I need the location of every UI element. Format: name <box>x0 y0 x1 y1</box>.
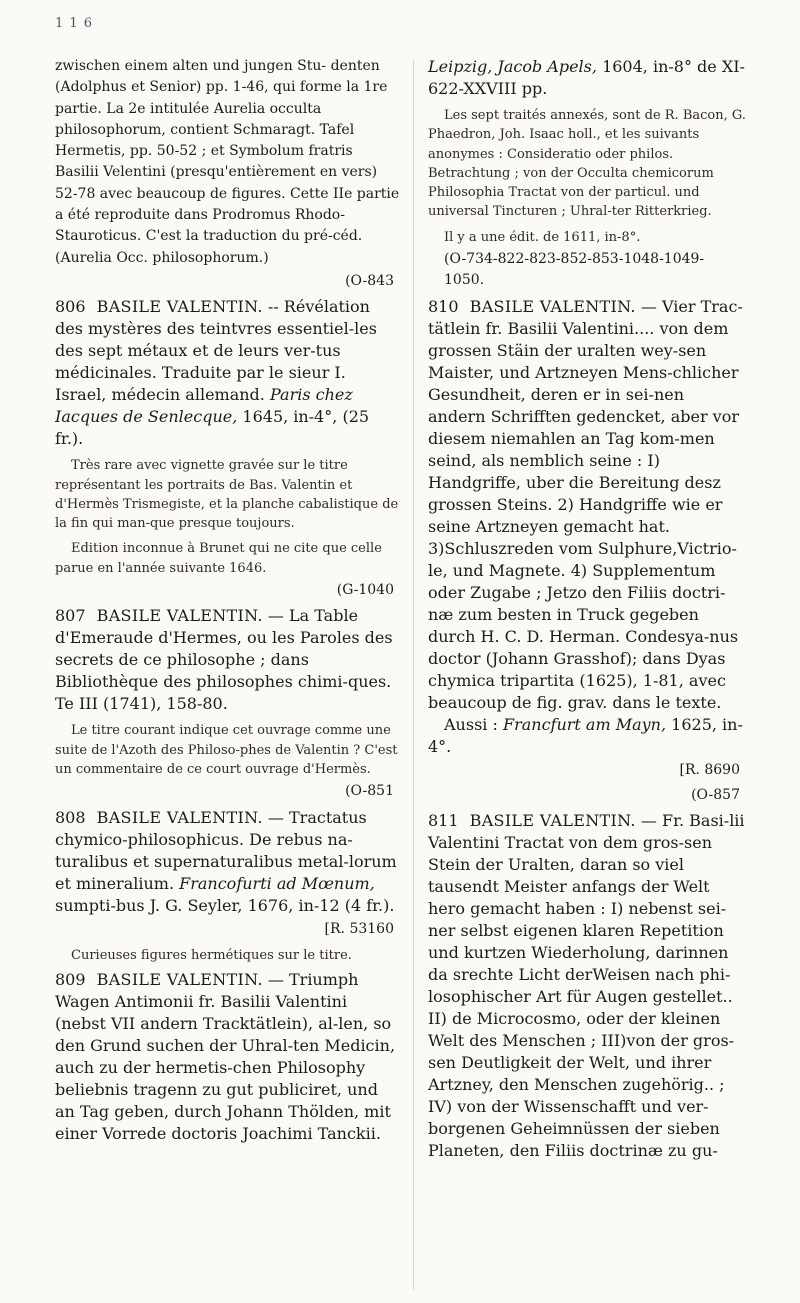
entry-code-2: (O-857 <box>691 786 740 803</box>
entry-title: -- Révélation des mystères des teintvres essentiel-les des sept métaux et de leurs ver-tus médicinales. Traduite par le sieur I. Israel, médecin allemand. <box>55 297 377 405</box>
page-number: 1 1 6 <box>55 16 94 31</box>
continuation-text: zwischen einem alten und jungen Stu- denten (Adolphus et Senior) pp. 1-46, qui forme la 1re partie. La 2e intitulée Aurelia occulta philosophorum, contient Schmaragt. Tafel Hermetis, pp. 50-52 ; et Symbolum fratris Basilii Velentini (presqu'entièrement en vers) 52-78 avec beaucoup de figures. Cette IIe partie a été reproduite dans Prodromus Rhodo-Stauroticus. C'est la traduction du pré-céd. (Aurelia Occ. philosophorum.) <box>55 58 400 266</box>
entry-heading <box>55 807 400 917</box>
entry-imprint: Paris chez Iacques de Senlecque, <box>55 385 353 427</box>
column-divider <box>413 60 414 1290</box>
entry-author: BASILE VALENTIN. <box>469 296 636 316</box>
entry-author: BASILE VALENTIN. <box>96 297 263 317</box>
entry-details: 1645, in-4°, (25 fr.). <box>55 407 370 449</box>
left-column <box>55 56 400 1149</box>
entry-heading <box>55 969 400 1145</box>
entry-heading <box>428 296 746 714</box>
entry-details: 1604, in-8° de XI-622-XXVIII pp. <box>428 57 745 98</box>
continuation-heading <box>428 56 746 100</box>
entry-811 <box>428 810 746 1162</box>
entry-806 <box>55 296 400 601</box>
entry-number: 808 <box>55 807 86 827</box>
entry-808 <box>55 807 400 966</box>
entry-code: [R. 53160 <box>324 920 394 937</box>
entry-code: (O-734-822-823-852-853-1048-1049-1050. <box>444 251 705 289</box>
entry-imprint: Francofurti ad Mœnum, <box>179 873 375 893</box>
entry-heading <box>55 296 400 450</box>
entry-number: 807 <box>55 606 86 626</box>
entry-number: 806 <box>55 297 86 317</box>
entry-807 <box>55 605 400 802</box>
entry-note: Le titre courant indique cet ouvrage comme une suite de l'Azoth des Philoso-phes de Valentin ? C'est un commentaire de ce court ouvrage d'Hermès. <box>55 723 398 777</box>
entry-heading <box>428 810 746 1162</box>
entry-also <box>428 714 746 758</box>
entry-title: — Vier Trac-tätlein fr. Basilii Valentini.... von dem grossen Stäin der uralten wey-sen Maister, und Artzneyen Mens-chlicher Gesundheit, deren er in sei-nen andern Schrifften gedencket, aber vor diesem niemahlen an Tag kom-men seind, als nemblich seine : I) Handgriffe, uber die Bereitung desz grossen Steins. 2) Handgriffe wie er seine Artzneyen gemacht hat. 3)Schluszreden vom Sulphure,Victrio-le, und Magnete. 4) Supplementum oder Zugabe ; Jetzo den Filiis doctri-næ zum besten in Truck gegeben durch H. C. D. Herman. Condesya-nus doctor (Johann Grasshof); dans Dyas chymica tripartita (1625), 1-81, avec beaucoup de fig. grav. dans le texte. <box>428 296 743 712</box>
entry-note-2: Il y a une édit. de 1611, in-8°. <box>444 229 641 245</box>
entry-author: BASILE VALENTIN. <box>96 606 263 626</box>
entry-details: 1625, in-4°. <box>428 714 743 756</box>
entry-title: — La Table d'Emeraude d'Hermes, ou les Paroles des secrets de ce philosophe ; dans Bibliothèque des philosophes chimi-ques. Te III (1741), 158-80. <box>55 606 393 714</box>
entry-title: — Triumph Wagen Antimonii fr. Basilii Valentini (nebst VII andern Tracktätlein), al-len, so den Grund suchen der Uhral-ten Medicin, auch zu der hermetis-chen Philosophy beliebnis tragenn zu gut publiciret, und an Tag geben, durch Johann Thölden, mit einer Vorrede doctoris Joachimi Tanckii. <box>55 970 396 1144</box>
entry-number: 809 <box>55 970 86 990</box>
entry-note-prefix: Aussi : <box>444 714 498 734</box>
entry-code: (G-1040 <box>336 582 394 599</box>
entry-imprint: Leipzig, Jacob Apels, <box>428 57 597 76</box>
entry-imprint: Francfurt am Mayn, <box>502 714 667 734</box>
entry-details: sumpti-bus J. G. Seyler, 1676, in-12 (4 fr.). <box>55 895 395 915</box>
entry-note-2: Edition inconnue à Brunet qui ne cite que celle parue en l'année suivante 1646. <box>55 541 382 576</box>
entry-number: 811 <box>428 811 459 831</box>
entry-author: BASILE VALENTIN. <box>96 970 263 990</box>
entry-author: BASILE VALENTIN. <box>96 807 263 827</box>
entry-number: 810 <box>428 296 459 316</box>
entry-code: [R. 8690 <box>679 761 740 778</box>
entry-note: Les sept traités annexés, sont de R. Bacon, G. Phaedron, Joh. Isaac holl., et les suivants anonymes : Consideratio oder philos. Betrachtung ; von der Occulta chemicorum Philosophia Tractat von der particul. und universal Tincturen ; Uhral-ter Ritterkrieg. <box>428 108 746 220</box>
entry-title: — Tractatus chymico-philosophicus. De rebus na-turalibus et supernaturalibus metal-lorum et mineralium. <box>55 807 397 893</box>
entry-810 <box>428 296 746 807</box>
entry-author: BASILE VALENTIN. <box>469 811 636 831</box>
entry-809 <box>55 969 400 1145</box>
entry-note: Curieuses figures hermétiques sur le titre. <box>71 947 352 963</box>
entry-title: — Fr. Basi-lii Valentini Tractat von dem gros-sen Stein der Uralten, daran so viel tausendt Meister anfangs der Welt hero gemacht haben : I) nebenst sei-ner selbst eigenen klaren Repetition und kurtzen Wiederholung, darinnen da srechte Licht derWeisen nach phi-losophischer Art für Augen gestellet.. II) de Microcosmo, oder der kleinen Welt des Menschen ; III)von der gros-sen Deutligkeit der Welt, und ihrer Artzney, den Menschen zugehörig.. ; IV) von der Wissenschafft und ver-borgenen Geheimnüssen der sieben Planeten, den Filiis doctrinæ zu gu- <box>428 811 745 1161</box>
right-column <box>428 56 746 1166</box>
entry-code: (O-851 <box>345 783 394 800</box>
entry-code: (O-843 <box>345 272 394 289</box>
entry-note: Très rare avec vignette gravée sur le titre représentant les portraits de Bas. Valentin et d'Hermès Trismegiste, et la planche cabalistique de la fin qui man-que presque toujours. <box>55 458 399 532</box>
entry-heading <box>55 605 400 715</box>
